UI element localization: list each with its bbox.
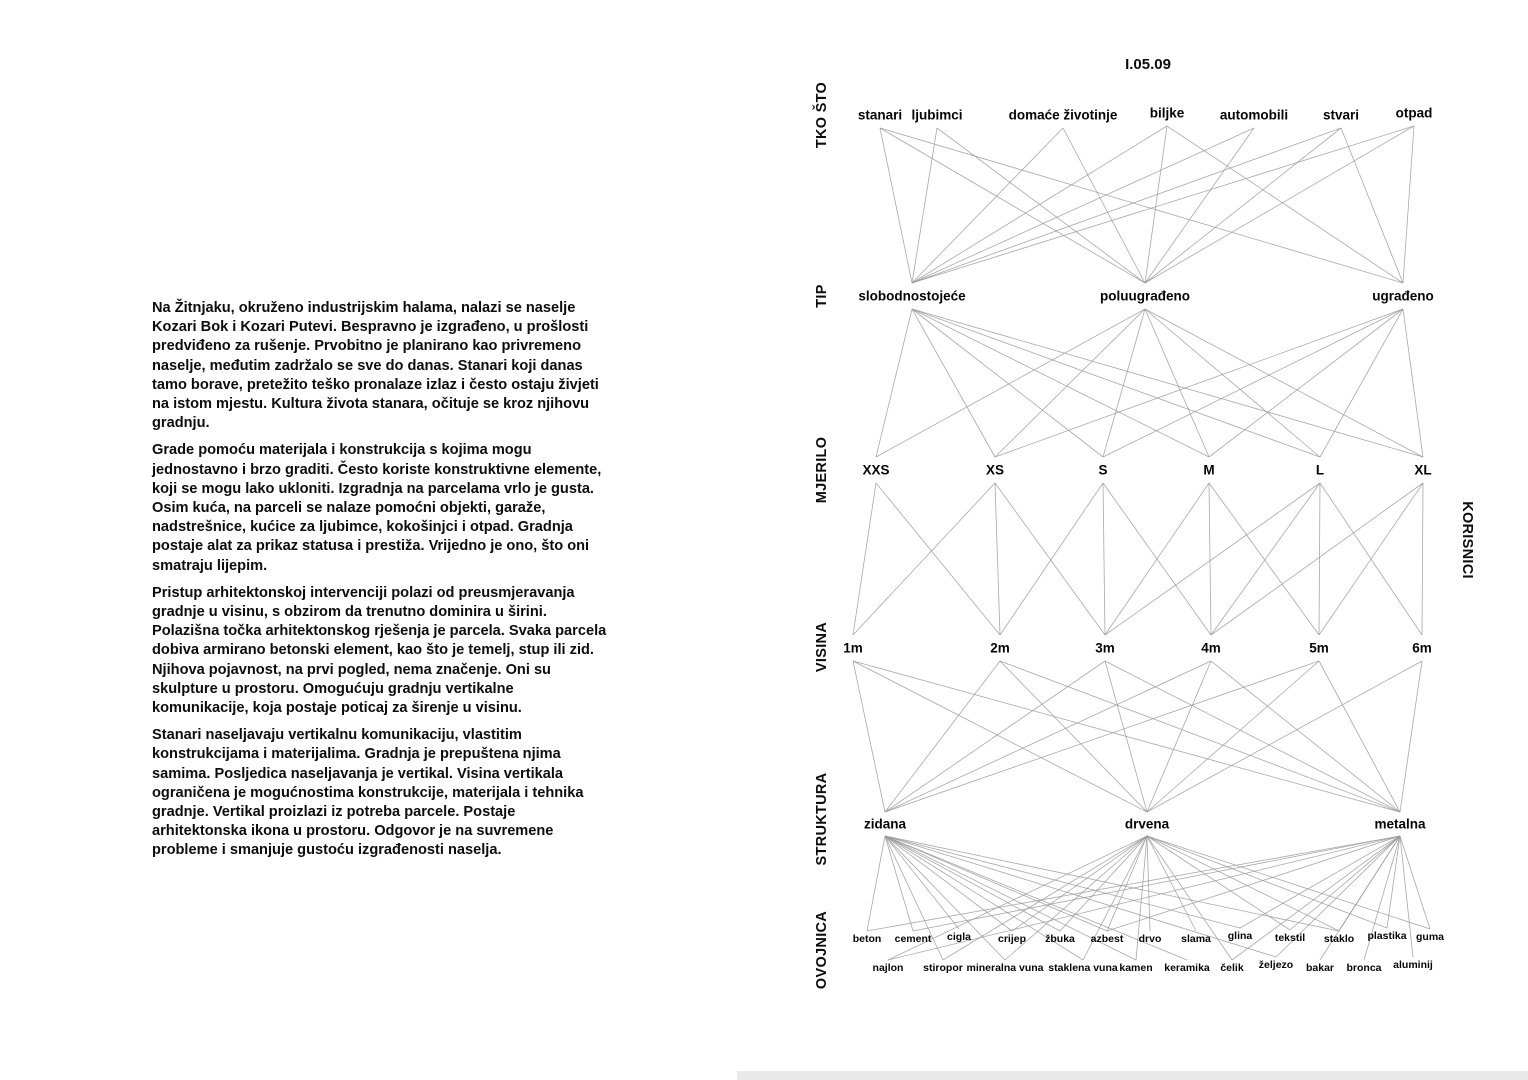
edge-line [1167,126,1403,283]
node-ovojnica-upper-tekstil: tekstil [1274,932,1306,944]
edge-line [1211,661,1400,812]
edge-line [912,128,937,283]
edge-line [1145,128,1341,283]
edge-line [853,483,995,635]
edge-line [1400,836,1430,929]
edge-line [995,483,1000,635]
edge-line [880,128,912,283]
edge-line [1341,128,1403,283]
node-ovojnica-upper-slama: slama [1181,933,1211,945]
node-struktura-drvena: drvena [1124,816,1170,832]
node-mjerilo-l: L [1315,462,1325,478]
edge-line [1103,309,1145,457]
node-ovojnica-upper--buka: žbuka [1045,933,1075,945]
axis-ovojnica: OVOJNICA [814,910,830,990]
node-ovojnica-upper-glina: glina [1227,930,1253,942]
edge-line [1400,661,1422,812]
figure-code: I.05.09 [1125,56,1171,73]
node-ovojnica-lower-stiropor: stiropor [923,962,963,974]
edge-line [885,836,1060,931]
edge-line [912,309,1103,457]
edge-line [1147,836,1150,931]
edge-line [1209,483,1211,635]
axis-mjerilo: MJERILO [814,436,830,504]
node-visina-2m: 2m [990,640,1010,656]
edge-line [1403,126,1414,283]
node-ovojnica-lower-aluminij: aluminij [1393,959,1433,971]
edge-line [995,483,1105,635]
node-ovojnica-lower-bronca: bronca [1346,962,1382,974]
edge-line [885,661,1000,812]
edge-line [1403,309,1423,457]
edge-line [1147,661,1422,812]
edge-line [1319,483,1320,635]
node-tko-sto-ljubimci: ljubimci [911,107,963,123]
node-ovojnica-lower--eljezo: željezo [1258,959,1294,971]
node-visina-5m: 5m [1309,640,1329,656]
edge-line [1000,661,1147,812]
node-visina-4m: 4m [1201,640,1221,656]
node-mjerilo-s: S [1098,462,1108,478]
node-tko-sto-otpad: otpad [1395,105,1433,121]
edge-line [885,836,1240,928]
page-bottom-edge [737,1071,1528,1080]
axis-tko-to: TKO ŠTO [814,81,830,149]
edge-line [912,309,1209,457]
node-ovojnica-upper-beton: beton [852,933,882,945]
edge-line [1103,483,1105,635]
node-tip-slobodnostoje-e: slobodnostojeće [858,288,966,304]
node-visina-3m: 3m [1095,640,1115,656]
node-ovojnica-lower-staklena-vuna: staklena vuna [1048,962,1118,974]
node-visina-1m: 1m [843,640,863,656]
edge-line [885,661,1105,812]
axis-korisnici: KORISNICI [1459,501,1475,579]
node-ovojnica-upper-guma: guma [1415,931,1445,943]
edge-line [1103,309,1403,457]
intro-paragraph-3: Pristup arhitektonskoj intervenciji polazi od preusmjeravanja gradnje u visinu, s obzirom da trenutno dominira u širini. Polazišna točka arhitektonskog rješenja je parcela. Svaka parcela dobiva armirano betonski element, kao što je temelj, stup ili zid. Njihova pojavnost, na prvi pogled, nema značenje. Oni su skulpture u prostoru. Omogućuju gradnju vertikalne komunikacije, koja postaje poticaj za širenje u visinu. [152,584,607,717]
node-ovojnica-upper-plastika: plastika [1367,930,1407,942]
edge-line [1147,836,1387,928]
node-ovojnica-upper-staklo: staklo [1323,933,1355,945]
edge-line [1319,483,1423,635]
edge-line [880,128,1403,283]
intro-paragraph-4: Stanari naseljavaju vertikalnu komunikaciju, vlastitim konstrukcijama i materijalima. Gradnja je prepuštena njima samima. Posljedica naseljavanja je vertikal. Visina vertikala ograničena je mogućnostima konstrukcije, materijala i tehnika gradnje. Vertikal proizlazi iz potreba parcele. Postaje arhitektonska ikona u prostoru. Odgovor je na suvremene probleme i smanjuje gustoću izgrađenosti naselja. [152,727,584,859]
node-tip-ugra-eno: ugrađeno [1372,288,1434,304]
intro-paragraph-1: Na Žitnjaku, okruženo industrijskim halama, nalazi se naselje Kozari Bok i Kozari Putevi. Bespravno je izgrađeno, u prošlosti predviđeno za rušenje. Prvobitno je planirano kao privremeno naselje, međutim zadržalo se sve do danas. Stanari koji danas tamo borave, pretežito teško pronalaze izlaz i često ostaju živjeti na istom mjestu. Kultura života stanara, očituje se kroz njihovu gradnju. [152,300,599,432]
edge-line [1209,309,1403,457]
node-ovojnica-lower-keramika: keramika [1164,962,1210,974]
node-mjerilo-xl: XL [1414,462,1432,478]
node-ovojnica-upper-drvo: drvo [1138,933,1162,945]
edge-line [1209,483,1319,635]
edge-line [1145,309,1423,457]
node-tip-poluugra-eno: poluugrađeno [1100,288,1190,304]
node-visina-6m: 6m [1412,640,1432,656]
edge-line [1320,309,1403,457]
edge-line [1107,836,1400,931]
edge-line [1422,483,1423,635]
node-ovojnica-upper-cement: cement [894,933,932,945]
node-mjerilo-xxs: XXS [862,462,890,478]
edge-line [1290,836,1400,930]
edge-line [1387,836,1400,928]
node-tko-sto-biljke: biljke [1149,105,1185,121]
edge-line [912,126,1414,283]
edge-line [1147,661,1319,812]
edge-line [1000,483,1103,635]
edge-line [912,309,1423,457]
node-ovojnica-upper-cigla: cigla [947,931,971,943]
axis-visina: VISINA [814,621,830,673]
edge-line [1147,661,1211,812]
node-ovojnica-lower-najlon: najlon [872,962,904,974]
edge-line [876,309,912,457]
edge-line [876,483,1000,635]
node-ovojnica-lower-bakar: bakar [1305,962,1335,974]
edge-line [1000,661,1400,812]
edge-line [1319,661,1400,812]
node-mjerilo-m: M [1203,462,1215,478]
node-tko-sto-stanari: stanari [857,107,903,123]
edge-line [1105,661,1400,812]
node-ovojnica-upper-crijep: crijep [997,933,1027,945]
edge-line [1211,483,1320,635]
node-ovojnica-upper-azbest: azbest [1090,933,1124,945]
edge-line [1145,126,1414,283]
node-tko-sto-automobili: automobili [1219,107,1289,123]
edge-line [853,483,876,635]
intro-paragraph-2: Grade pomoću materijala i konstrukcija s kojima mogu jednostavno i brzo graditi. Često koriste konstruktivne elemente, koji se mogu lako ukloniti. Izgradnja na parcelama vrlo je gusta. Osim kuća, na parceli se nalaze pomoćni objekti, garaže, nadstrešnice, kućice za ljubimce, kokošinjci i otpad. Gradnja postaje alat za prikaz statusa i prestiža. Vrijedno je ono, što oni smatraju lijepim. [152,442,602,574]
node-ovojnica-lower-mineralna-vuna: mineralna vuna [966,962,1044,974]
edge-line [912,128,1254,283]
edge-line [853,661,885,812]
edge-line [937,128,1145,283]
node-ovojnica-lower--elik: čelik [1220,962,1244,974]
edge-line [853,661,1400,812]
edge-line [995,309,1145,457]
edge-line [885,661,1319,812]
edge-line [885,836,1107,931]
edge-line [1211,483,1423,635]
axis-tip: TIP [814,284,830,308]
edge-line [912,309,995,457]
node-tko-sto-doma-e-ivotinje: domaće životinje [1008,107,1118,123]
edge-line [912,309,1320,457]
node-struktura-zidana: zidana [863,816,907,832]
edge-line [867,836,885,931]
node-ovojnica-lower-kamen: kamen [1119,962,1153,974]
edge-line [1145,128,1254,283]
node-struktura-metalna: metalna [1374,816,1426,832]
edge-line [1105,661,1147,812]
node-tko-sto-stvari: stvari [1322,107,1360,123]
edge-line [1105,483,1209,635]
axis-struktura: STRUKTURA [814,772,830,866]
edge-line [1105,483,1320,635]
edge-line [880,128,1145,283]
edge-line [876,309,1145,457]
edge-line [1147,836,1196,931]
edge-line [1145,309,1320,457]
edge-line [1147,836,1339,931]
node-mjerilo-xs: XS [985,462,1005,478]
edge-line [1063,128,1145,283]
